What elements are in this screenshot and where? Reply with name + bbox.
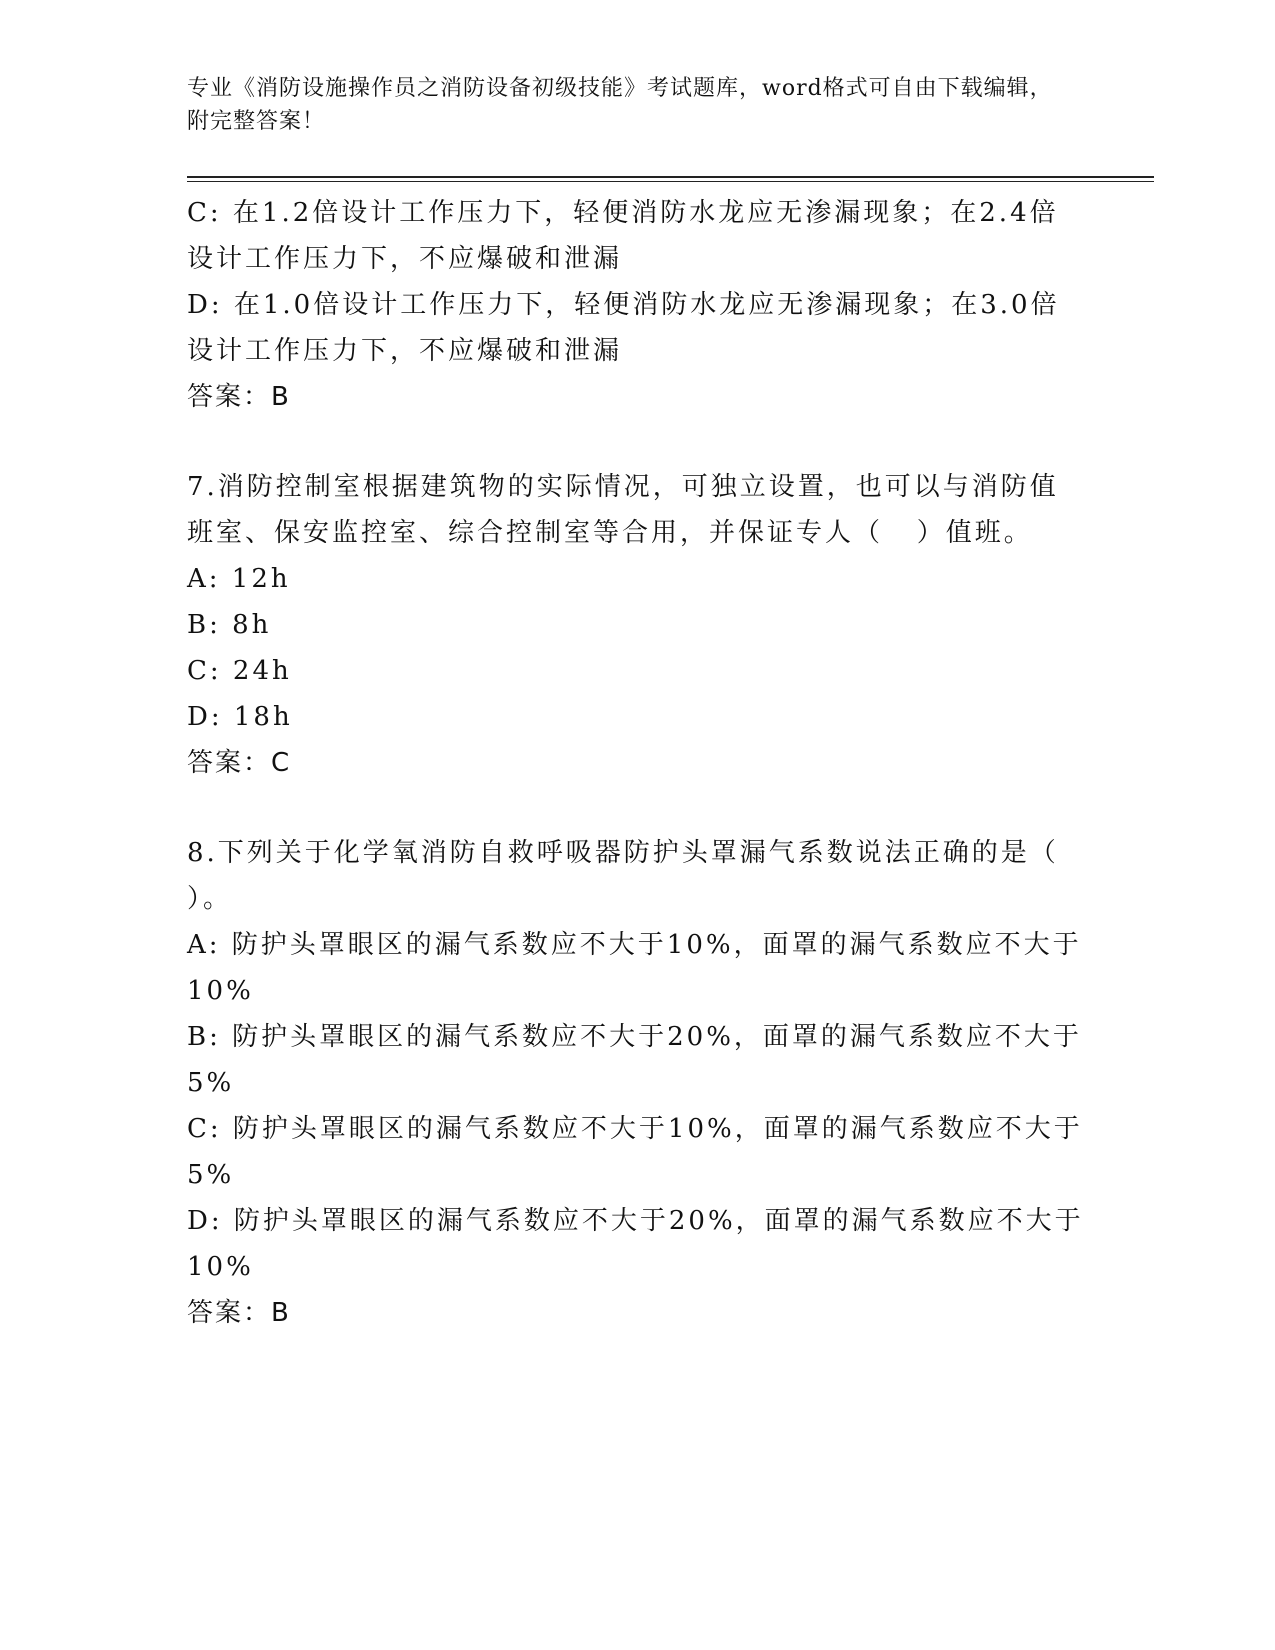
option-text: D: 18h <box>187 702 293 732</box>
option-text: 10% <box>187 976 254 1006</box>
document-header: 专业《消防设施操作员之消防设备初级技能》考试题库，word格式可自由下载编辑，附完整答案！ <box>187 76 1053 134</box>
question-text: ）。 <box>187 884 233 914</box>
option-text: 设计工作压力下，不应爆破和泄漏 <box>187 244 623 274</box>
option-text: D: 在1.0倍设计工作压力下，轻便消防水龙应无渗漏现象；在3.0倍 <box>187 290 1060 320</box>
option-text: C: 防护头罩眼区的漏气系数应不大于10%，面罩的漏气系数应不大于 <box>187 1114 1083 1144</box>
question-block <box>187 464 1087 786</box>
option-text: A: 防护头罩眼区的漏气系数应不大于10%，面罩的漏气系数应不大于 <box>187 930 1082 960</box>
option-text: C: 24h <box>187 656 292 686</box>
option-text: 5% <box>187 1160 235 1190</box>
option-text: B: 防护头罩眼区的漏气系数应不大于20%，面罩的漏气系数应不大于 <box>187 1022 1082 1052</box>
answer-label: 答案：C <box>187 748 292 778</box>
option-text: D: 防护头罩眼区的漏气系数应不大于20%，面罩的漏气系数应不大于 <box>187 1206 1084 1236</box>
question-text: 班室、保安监控室、综合控制室等合用，并保证专人（ ）值班。 <box>187 518 1033 548</box>
answer-label: 答案：B <box>187 1298 291 1328</box>
option-text: 5% <box>187 1068 235 1098</box>
header-divider-thick <box>187 176 1154 178</box>
answer-label: 答案：B <box>187 382 291 412</box>
option-text: A: 12h <box>187 564 291 594</box>
option-text: B: 8h <box>187 610 272 640</box>
option-text: 设计工作压力下，不应爆破和泄漏 <box>187 336 623 366</box>
header-divider-thin <box>187 181 1154 182</box>
option-text: 10% <box>187 1252 254 1282</box>
option-text: C: 在1.2倍设计工作压力下，轻便消防水龙应无渗漏现象；在2.4倍 <box>187 198 1059 228</box>
question-block <box>187 830 1087 1336</box>
question-text: 8.下列关于化学氧消防自救呼吸器防护头罩漏气系数说法正确的是（ <box>187 838 1059 868</box>
question-content <box>187 190 1087 1336</box>
question-text: 7.消防控制室根据建筑物的实际情况，可独立设置，也可以与消防值 <box>187 472 1059 502</box>
question-block <box>187 190 1087 420</box>
